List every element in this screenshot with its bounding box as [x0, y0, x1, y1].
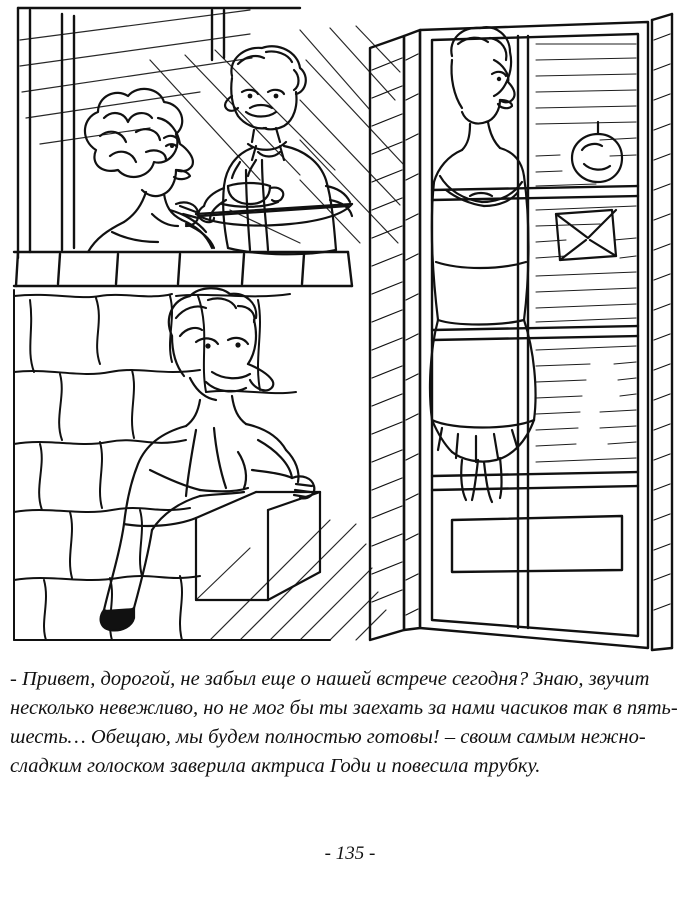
door-lady-figure	[430, 27, 536, 502]
window-lady-figure	[85, 89, 214, 252]
stone-block-seat	[196, 492, 320, 600]
window-sill	[14, 252, 352, 286]
floor-hatching	[196, 520, 386, 640]
door-structure	[370, 14, 672, 650]
caption-text	[10, 665, 690, 781]
waiter-figure	[196, 46, 352, 254]
page-number: - 135 -	[324, 843, 376, 864]
caption-paragraph: - Привет, дорогой, не забыл еще о нашей встрече сегодня? Знаю, звучит несколько невежливо, но не мог бы ты заехать за нами часиков так в пять-шесть… Обещаю, мы будем полностью готовы! – своим самым нежно-сладким голоском заверила актриса Годи и повесила трубку.	[10, 668, 678, 777]
door-glass-hatching	[536, 44, 636, 462]
door-panel-hatching	[372, 58, 402, 602]
pane-objects	[556, 122, 622, 260]
seated-man-figure	[101, 288, 315, 630]
